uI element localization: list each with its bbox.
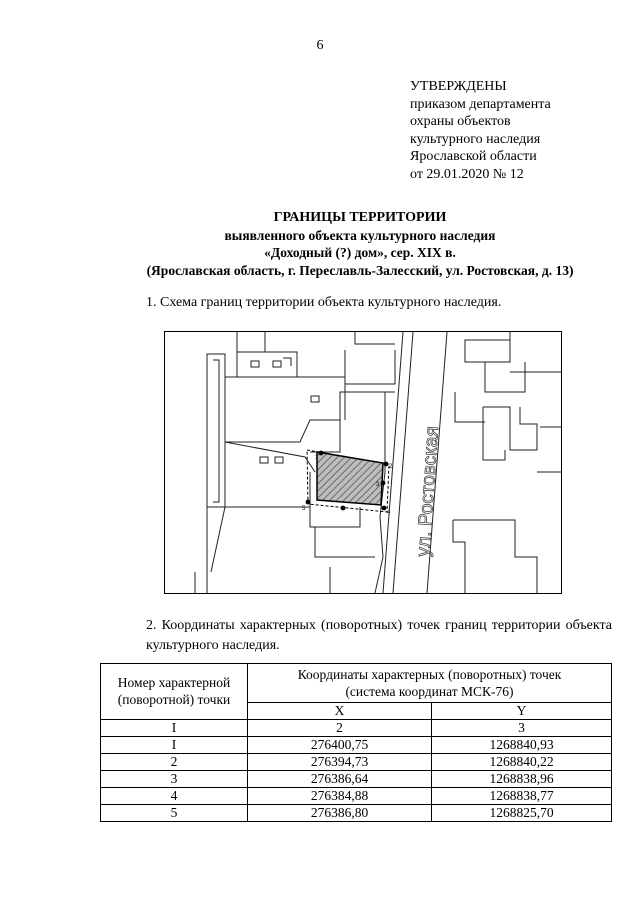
- point-label: 5: [302, 506, 306, 512]
- point-label: 1: [315, 455, 319, 461]
- point-label: 3: [376, 482, 380, 488]
- table-cell: 2: [101, 753, 248, 770]
- table-cell: 2: [248, 719, 432, 736]
- x-column-header: X: [248, 703, 432, 720]
- table-index-row: [101, 719, 612, 736]
- table-cell: 276386,64: [248, 770, 432, 787]
- table-cell: I: [101, 719, 248, 736]
- table-cell: 276394,73: [248, 753, 432, 770]
- coordinates-table: [100, 663, 612, 822]
- title-line: выявленного объекта культурного наследия: [224, 227, 496, 243]
- table-row: [101, 770, 612, 787]
- title-line: (Ярославская область, г. Переславль-Залесский, ул. Ростовская, д. 13): [146, 262, 574, 278]
- table-cell: 5: [101, 804, 248, 821]
- table-row: [101, 787, 612, 804]
- document-title: [60, 209, 640, 279]
- table-cell: 276384,88: [248, 787, 432, 804]
- table-cell: 1268840,22: [432, 753, 612, 770]
- table-cell: 1268838,77: [432, 787, 612, 804]
- table-cell: 1268840,93: [432, 736, 612, 753]
- y-column-header: Y: [432, 703, 612, 720]
- approval-line: УТВЕРЖДЕНЫ: [410, 79, 507, 94]
- page-number: 6: [316, 38, 324, 53]
- section-1-heading: 1. Схема границ территории объекта культурного наследия.: [146, 295, 502, 310]
- title-line: ГРАНИЦЫ ТЕРРИТОРИИ: [273, 210, 447, 225]
- approval-line: от 29.01.2020 № 12: [410, 166, 524, 182]
- section-2-text: 2. Координаты характерных (поворотных) точек границ территории объекта культурного наследия.: [146, 618, 612, 653]
- map-drawing: [165, 332, 561, 593]
- section-2-heading: [104, 616, 612, 656]
- table-cell: 276386,80: [248, 804, 432, 821]
- point-label: 2: [389, 464, 393, 470]
- approval-block: [410, 78, 551, 184]
- table-cell: 3: [432, 719, 612, 736]
- boundary-map: [164, 331, 562, 594]
- table-cell: 276400,75: [248, 736, 432, 753]
- table-cell: 3: [101, 770, 248, 787]
- table-row: [101, 753, 612, 770]
- point-label: 4: [387, 510, 391, 516]
- approval-line: Ярославской области: [410, 149, 537, 165]
- table-cell: 4: [101, 787, 248, 804]
- point-number-header: Номер характерной (поворотной) точки: [101, 664, 248, 720]
- approval-line: культурного наследия: [410, 131, 541, 147]
- table-cell: 1268838,96: [432, 770, 612, 787]
- table-row: [101, 736, 612, 753]
- street-label: ул. Ростовская: [413, 425, 444, 558]
- approval-line: охраны объектов: [410, 114, 511, 130]
- coordinates-header: Координаты характерных (поворотных) точек (система координат МСК-76): [248, 664, 612, 703]
- table-cell: I: [101, 736, 248, 753]
- title-line: «Доходный (?) дом», сер. XIX в.: [264, 245, 456, 260]
- table-cell: 1268825,70: [432, 804, 612, 821]
- approval-line: приказом департамента: [410, 96, 551, 112]
- table-row: [101, 804, 612, 821]
